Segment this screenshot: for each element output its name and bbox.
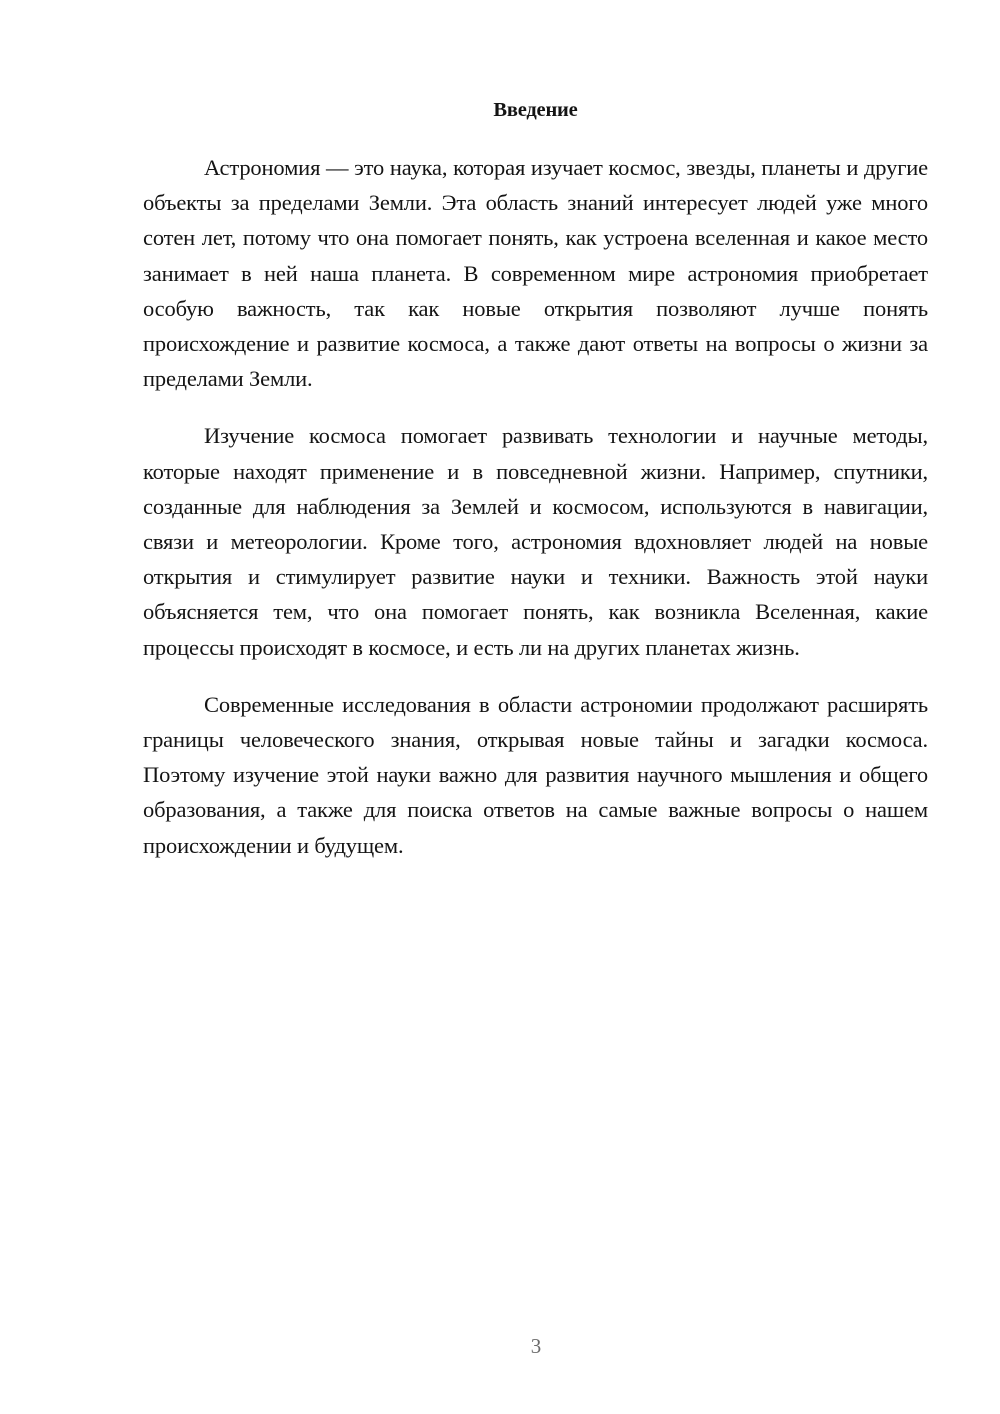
paragraph-3: Современные исследования в области астрономии продолжают расширять границы человеческого знания, открывая новые тайны и загадки космоса. Поэтому изучение этой науки важно для развития научного мышления и общего образования, а также для поиска ответов на самые важные вопросы о нашем происхождении и будущем. [143,691,928,858]
section-heading: Введение [493,99,578,121]
page-content [143,92,928,885]
paragraph-2: Изучение космоса помогает развивать технологии и научные методы, которые находят применение и в повседневной жизни. Например, спутники, созданные для наблюдения за Землей и космосом, используются в навигации, связи и метеорологии. Кроме того, астрономия вдохновляет людей на новые открытия и стимулирует развитие науки и техники. Важность этой науки объясняется тем, что она помогает понять, как возникла Вселенная, какие процессы происходят в космосе, и есть ли на других планетах жизнь. [143,423,928,660]
paragraph-1: Астрономия — это наука, которая изучает космос, звезды, планеты и другие объекты за пределами Земли. Эта область знаний интересует людей уже много сотен лет, потому что она помогает понять, как устроена вселенная и какое место занимает в ней наша планета. В современном мире астрономия приобретает особую важность, так как новые открытия позволяют лучше понять происхождение и развитие космоса, а также дают ответы на вопросы о жизни за пределами Земли. [143,155,928,392]
page-number: 3 [530,1334,542,1358]
